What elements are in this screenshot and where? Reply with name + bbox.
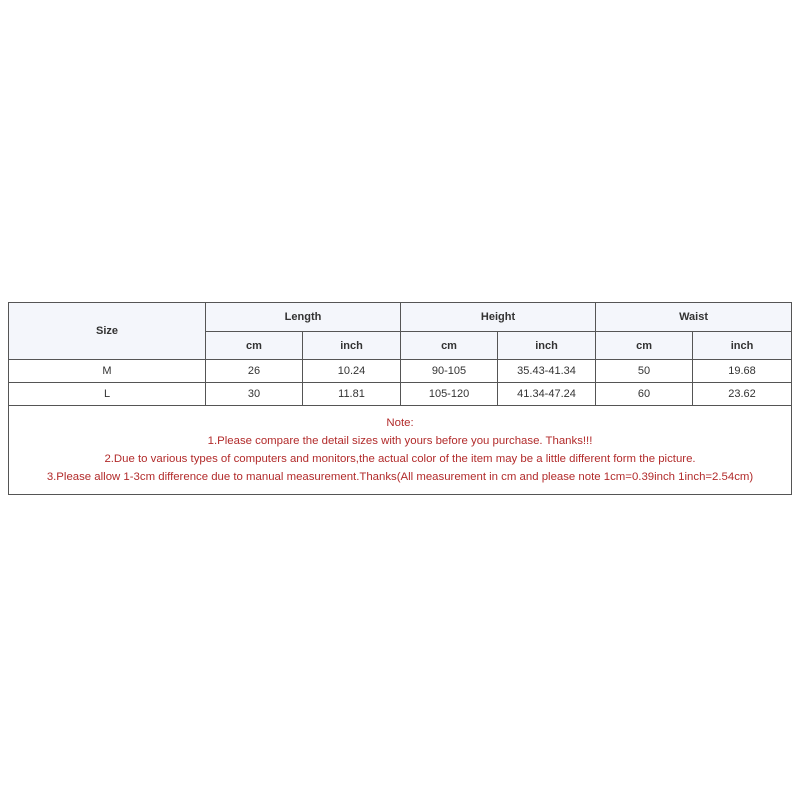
size-cell: L	[9, 383, 206, 406]
table-cell: 41.34-47.24	[498, 383, 596, 406]
table-cell: 23.62	[693, 383, 792, 406]
size-header: Size	[9, 303, 206, 360]
note-line: 1.Please compare the detail sizes with yours before you purchase. Thanks!!!	[207, 435, 593, 447]
table-cell: 30	[206, 383, 303, 406]
size-chart	[8, 302, 791, 495]
unit-header: inch	[303, 332, 401, 360]
unit-header: cm	[596, 332, 693, 360]
note-title: Note:	[386, 417, 414, 429]
waist-header: Waist	[596, 303, 792, 332]
group-header-row	[9, 303, 792, 332]
table-row	[9, 360, 792, 383]
unit-header: inch	[498, 332, 596, 360]
table-cell: 26	[206, 360, 303, 383]
table-cell: 60	[596, 383, 693, 406]
size-table	[8, 302, 792, 495]
table-cell: 90-105	[401, 360, 498, 383]
height-header: Height	[401, 303, 596, 332]
table-cell: 19.68	[693, 360, 792, 383]
table-cell: 50	[596, 360, 693, 383]
note-line: 2.Due to various types of computers and monitors,the actual color of the item may be a little different form the picture.	[104, 453, 696, 465]
table-row	[9, 383, 792, 406]
size-cell: M	[9, 360, 206, 383]
unit-header: cm	[206, 332, 303, 360]
note-section	[9, 406, 792, 495]
unit-header: cm	[401, 332, 498, 360]
table-cell: 10.24	[303, 360, 401, 383]
note-line: 3.Please allow 1-3cm difference due to manual measurement.Thanks(All measurement in cm and please note 1cm=0.39inch 1inch=2.54cm)	[46, 471, 754, 483]
table-cell: 105-120	[401, 383, 498, 406]
note-row	[9, 406, 792, 495]
length-header: Length	[206, 303, 401, 332]
table-cell: 11.81	[303, 383, 401, 406]
unit-header: inch	[693, 332, 792, 360]
table-cell: 35.43-41.34	[498, 360, 596, 383]
